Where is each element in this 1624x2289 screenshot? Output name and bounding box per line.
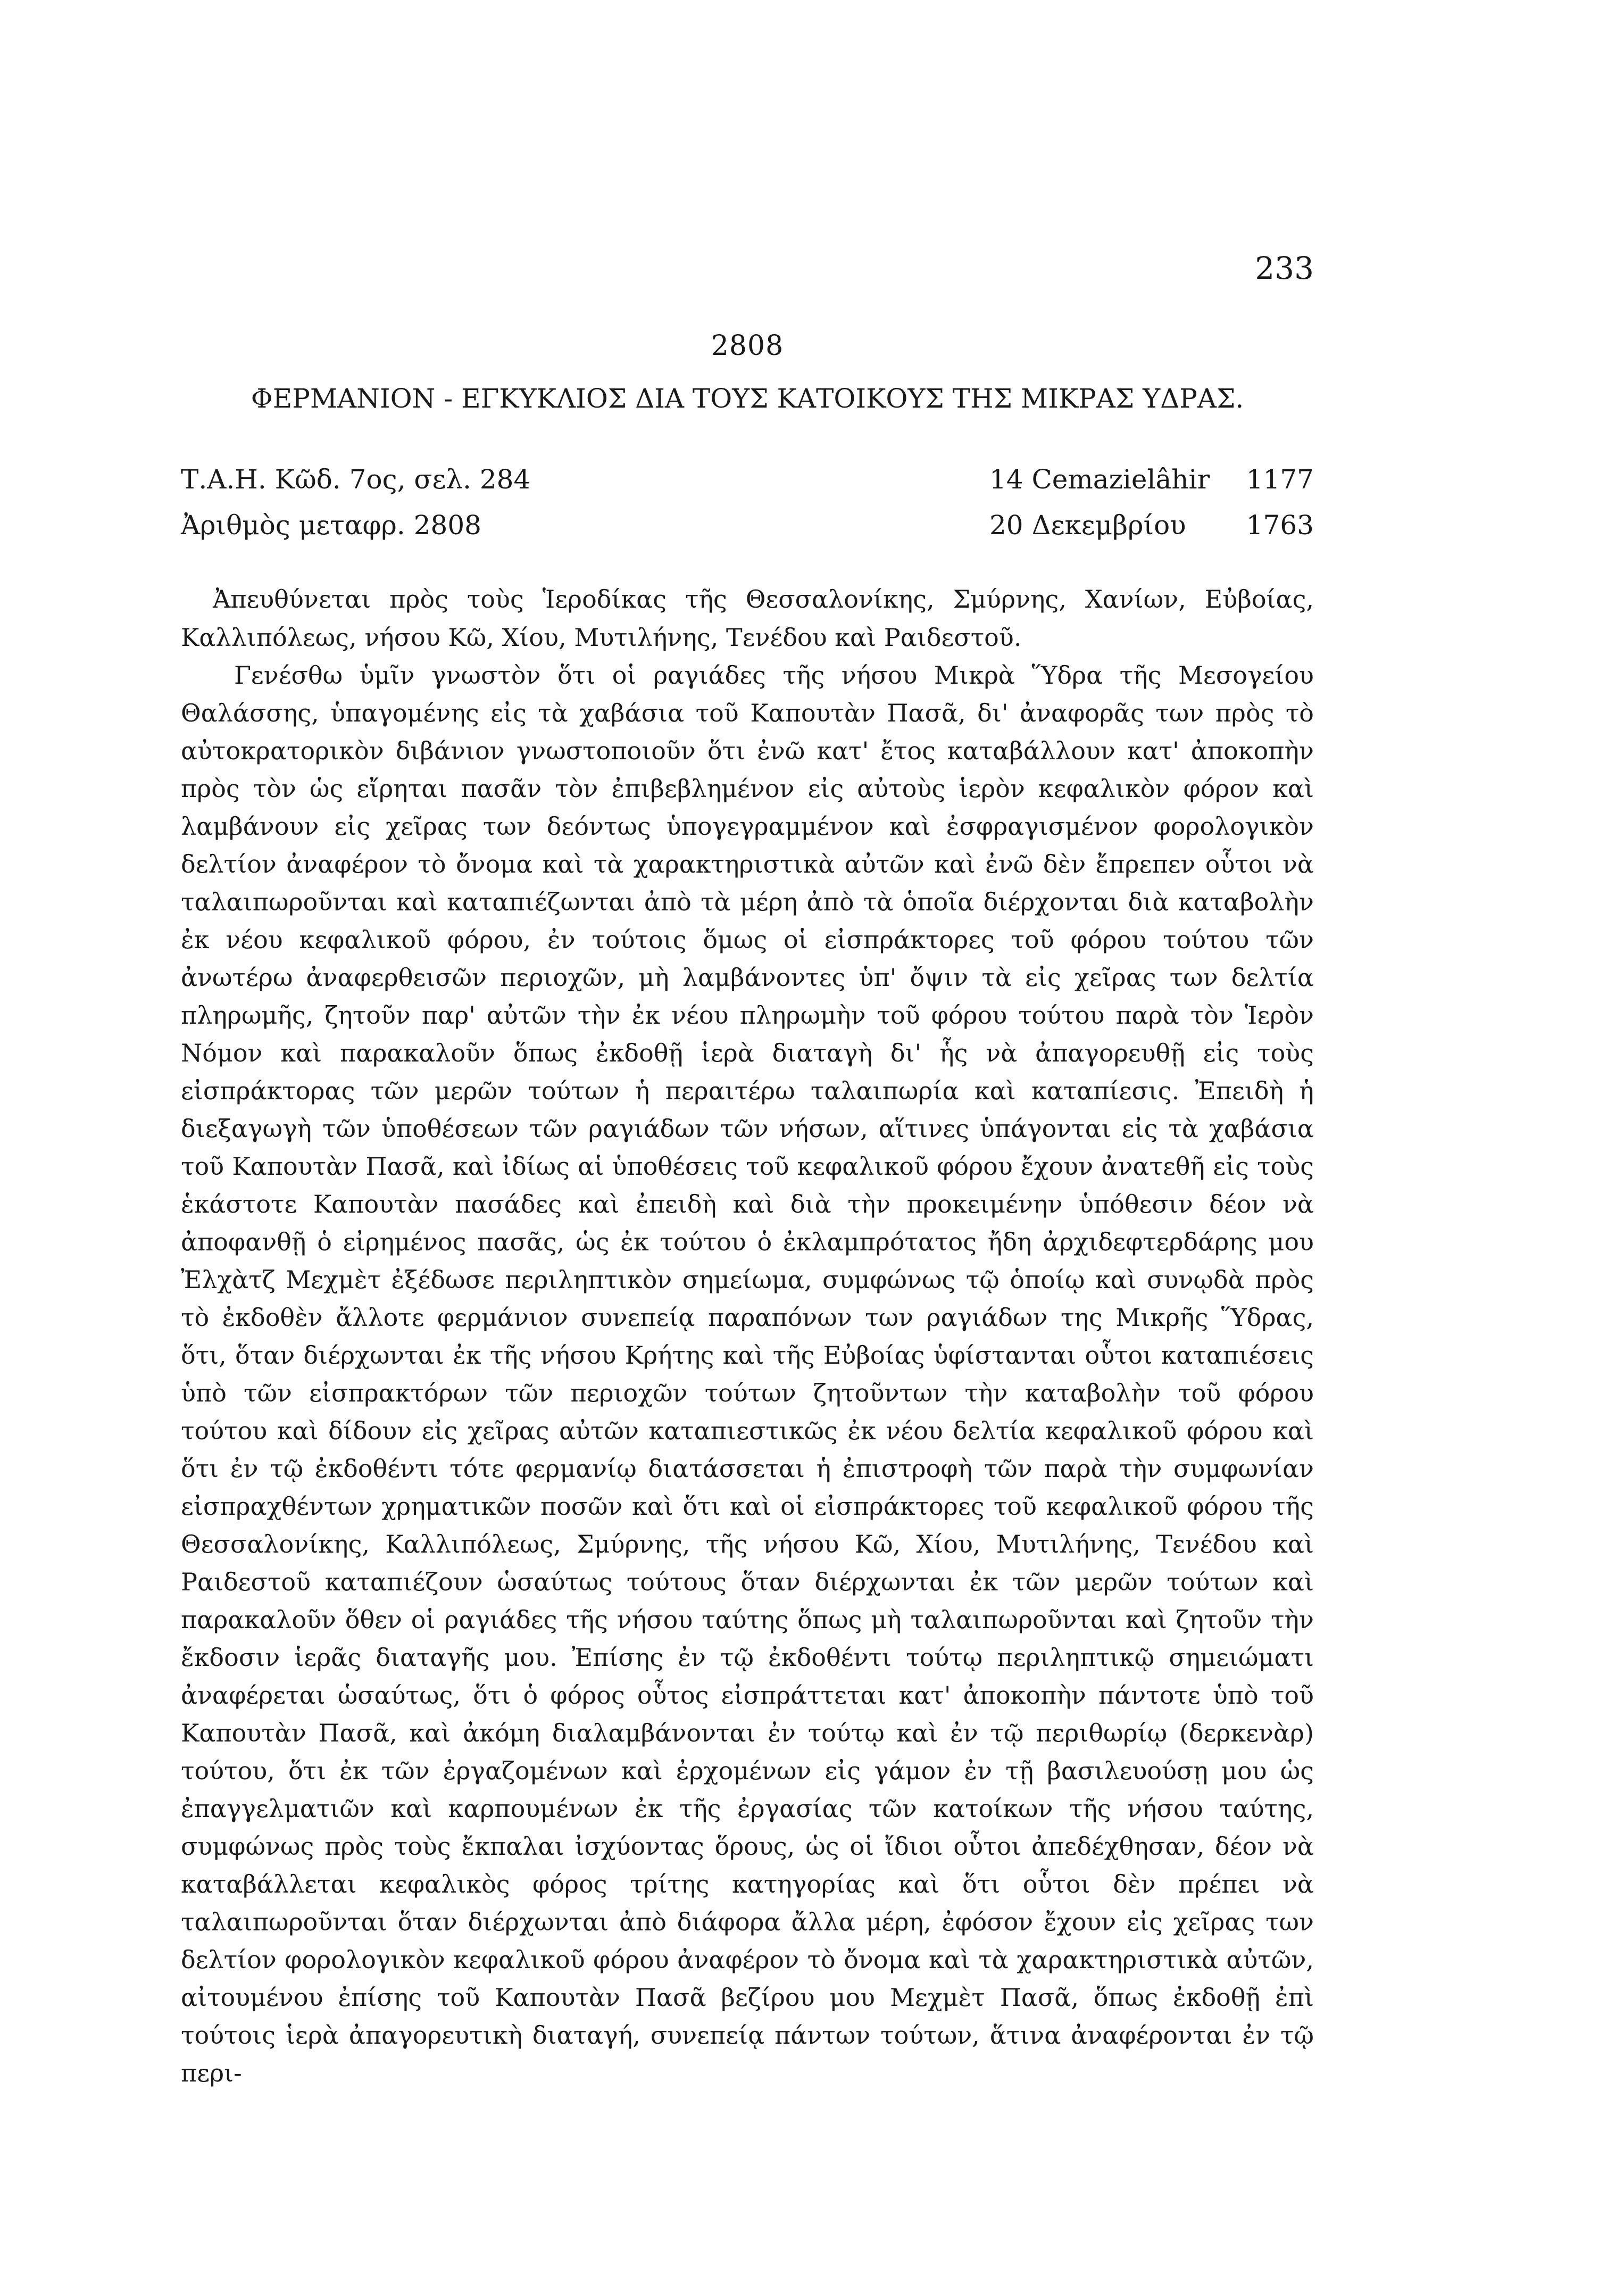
document-title: ΦΕΡΜΑΝΙΟΝ - ΕΓΚΥΚΛΙΟΣ ΔΙΑ ΤΟΥΣ ΚΑΤΟΙΚΟΥΣ ΤΗΣ ΜΙΚΡΑΣ ΥΔΡΑΣ. bbox=[251, 383, 1244, 414]
hijri-year: 1177 bbox=[1246, 464, 1314, 495]
metadata-row-translation bbox=[181, 502, 1314, 548]
addressee-paragraph: Ἀπευθύνεται πρὸς τοὺς Ἱεροδίκας τῆς Θεσσαλονίκης, Σμύρνης, Χανίων, Εὐβοίας, Καλλιπόλεως, νήσου Κῶ, Χίου, Μυτιλήνης, Τενέδου καὶ Ραιδεστοῦ. bbox=[181, 585, 1314, 652]
page-number: 233 bbox=[1255, 250, 1314, 286]
document-number: 2808 bbox=[711, 330, 784, 362]
gregorian-date: 20 Δεκεμβρίου bbox=[989, 510, 1186, 541]
document-page bbox=[181, 250, 1314, 2092]
hijri-date: 14 Cemazielâhir bbox=[989, 464, 1210, 495]
metadata-row-source bbox=[181, 457, 1314, 502]
gregorian-year: 1763 bbox=[1246, 510, 1314, 541]
translation-number: Ἀριθμὸς μεταφρ. 2808 bbox=[181, 510, 481, 541]
body-paragraph: Γενέσθω ὑμῖν γνωστὸν ὅτι οἱ ραγιάδες τῆς νήσου Μικρὰ Ὕδρα τῆς Μεσογείου Θαλάσσης, ὑπαγομένης εἰς τὰ χαβάσια τοῦ Καπουτὰν Πασᾶ, δι' ἀναφορᾶς των πρὸς τὸ αὐτοκρατορικὸν διβάνιον γνωστοποιοῦν ὅτι ἐνῶ κατ' ἔτος καταβάλλουν κατ' ἀποκοπὴν πρὸς τὸν ὡς εἴρηται πασᾶν τὸν ἐπιβεβλημένον εἰς αὐτοὺς ἱερὸν κεφαλικὸν φόρον καὶ λαμβάνουν εἰς χεῖρας των δεόντως ὑπογεγραμμένον καὶ ἐσφραγισμένον φορολογικὸν δελτίον ἀναφέρον τὸ ὄνομα καὶ τὰ χαρακτηριστικὰ αὐτῶν καὶ ἐνῶ δὲν ἔπρεπεν οὗτοι νὰ ταλαιπωροῦνται καὶ καταπιέζωνται ἀπὸ τὰ μέρη ἀπὸ τὰ ὁποῖα διέρχονται διὰ καταβολὴν ἐκ νέου κεφαλικοῦ φόρου, ἐν τούτοις ὅμως οἱ εἰσπράκτορες τοῦ φόρου τούτου τῶν ἀνωτέρω ἀναφερθεισῶν περιοχῶν, μὴ λαμβάνοντες ὑπ' ὄψιν τὰ εἰς χεῖρας των δελτία πληρωμῆς, ζητοῦν παρ' αὐτῶν τὴν ἐκ νέου πληρωμὴν τοῦ φόρου τούτου παρὰ τὸν Ἱερὸν Νόμον καὶ παρακαλοῦν ὅπως ἐκδοθῇ ἱερὰ διαταγὴ δι' ἧς νὰ ἀπαγορευθῇ εἰς τοὺς εἰσπράκτορας τῶν μερῶν τούτων ἡ περαιτέρω ταλαιπωρία καὶ καταπίεσις. Ἐπειδὴ ἡ διεξαγωγὴ τῶν ὑποθέσεων τῶν ραγιάδων τῶν νήσων, αἵτινες ὑπάγονται εἰς τὰ χαβάσια τοῦ Καπουτὰν Πασᾶ, καὶ ἰδίως αἱ ὑποθέσεις τοῦ κεφαλικοῦ φόρου ἔχουν ἀνατεθῆ εἰς τοὺς ἑκάστοτε Καπουτὰν πασάδες καὶ ἐπειδὴ καὶ διὰ τὴν προκειμένην ὑπόθεσιν δέον νὰ ἀποφανθῇ ὁ εἰρημένος πασᾶς, ὡς ἐκ τούτου ὁ ἐκλαμπρότατος ἤδη ἀρχιδεφτερδάρης μου Ἐλχὰτζ Μεχμὲτ ἐξέδωσε περιληπτικὸν σημείωμα, συμφώνως τῷ ὁποίῳ καὶ συνῳδὰ πρὸς τὸ ἐκδοθὲν ἄλλοτε φερμάνιον συνεπείᾳ παραπόνων των ραγιάδων της Μικρῆς Ὕδρας, ὅτι, ὅταν διέρχωνται ἐκ τῆς νήσου Κρήτης καὶ τῆς Εὐβοίας ὑφίστανται οὗτοι καταπιέσεις ὑπὸ τῶν εἰσπρακτόρων τῶν περιοχῶν τούτων ζητοῦντων τὴν καταβολὴν τοῦ φόρου τούτου καὶ δίδουν εἰς χεῖρας αὐτῶν καταπιεστικῶς ἐκ νέου δελτία κεφαλικοῦ φόρου καὶ ὅτι ἐν τῷ ἐκδοθέντι τότε φερμανίῳ διατάσσεται ἡ ἐπιστροφὴ τῶν παρὰ τὴν συμφωνίαν εἰσπραχθέντων χρηματικῶν ποσῶν καὶ ὅτι καὶ οἱ εἰσπράκτορες τοῦ κεφαλικοῦ φόρου τῆς Θεσσαλονίκης, Καλλιπόλεως, Σμύρνης, τῆς νήσου Κῶ, Χίου, Μυτιλήνης, Τενέδου καὶ Ραιδεστοῦ καταπιέζουν ὡσαύτως τούτους ὅταν διέρχωνται ἐκ τῶν μερῶν τούτων καὶ παρακαλοῦν ὅθεν οἱ ραγιάδες τῆς νήσου ταύτης ὅπως μὴ ταλαιπωροῦνται καὶ ζητοῦν τὴν ἔκδοσιν ἱερᾶς διαταγῆς μου. Ἐπίσης ἐν τῷ ἐκδοθέντι τούτῳ περιληπτικῷ σημειώματι ἀναφέρεται ὡσαύτως, ὅτι ὁ φόρος οὗτος εἰσπράττεται κατ' ἀποκοπὴν πάντοτε ὑπὸ τοῦ Καπουτὰν Πασᾶ, καὶ ἀκόμη διαλαμβάνονται ἐν τούτῳ καὶ ἐν τῷ περιθωρίῳ (δερκενὰρ) τούτου, ὅτι ἐκ τῶν ἐργαζομένων καὶ ἐρχομένων εἰς γάμον ἐν τῇ βασιλευούσῃ μου ὡς ἐπαγγελματιῶν καὶ καρπουμένων ἐκ τῆς ἐργασίας τῶν κατοίκων τῆς νήσου ταύτης, συμφώνως πρὸς τοὺς ἔκπαλαι ἰσχύοντας ὅρους, ὡς οἱ ἴδιοι οὗτοι ἀπεδέχθησαν, δέον νὰ καταβάλλεται κεφαλικὸς φόρος τρίτης κατηγορίας καὶ ὅτι οὗτοι δὲν πρέπει νὰ ταλαιπωροῦνται ὅταν διέρχωνται ἀπὸ διάφορα ἄλλα μέρη, ἐφόσον ἔχουν εἰς χεῖρας των δελτίον φορολογικὸν κεφαλικοῦ φόρου ἀναφέρον τὸ ὄνομα καὶ τὰ χαρακτηριστικὰ αὐτῶν, αἰτουμένου ἐπίσης τοῦ Καπουτὰν Πασᾶ βεζίρου μου Μεχμὲτ Πασᾶ, ὅπως ἐκδοθῇ ἐπὶ τούτοις ἱερὰ ἀπαγορευτικὴ διαταγή, συνεπείᾳ πάντων τούτων, ἅτινα ἀναφέρονται ἐν τῷ περι- bbox=[181, 661, 1314, 2087]
source-reference: Τ.Α.Η. Κῶδ. 7ος, σελ. 284 bbox=[181, 464, 531, 495]
document-metadata bbox=[181, 457, 1314, 548]
